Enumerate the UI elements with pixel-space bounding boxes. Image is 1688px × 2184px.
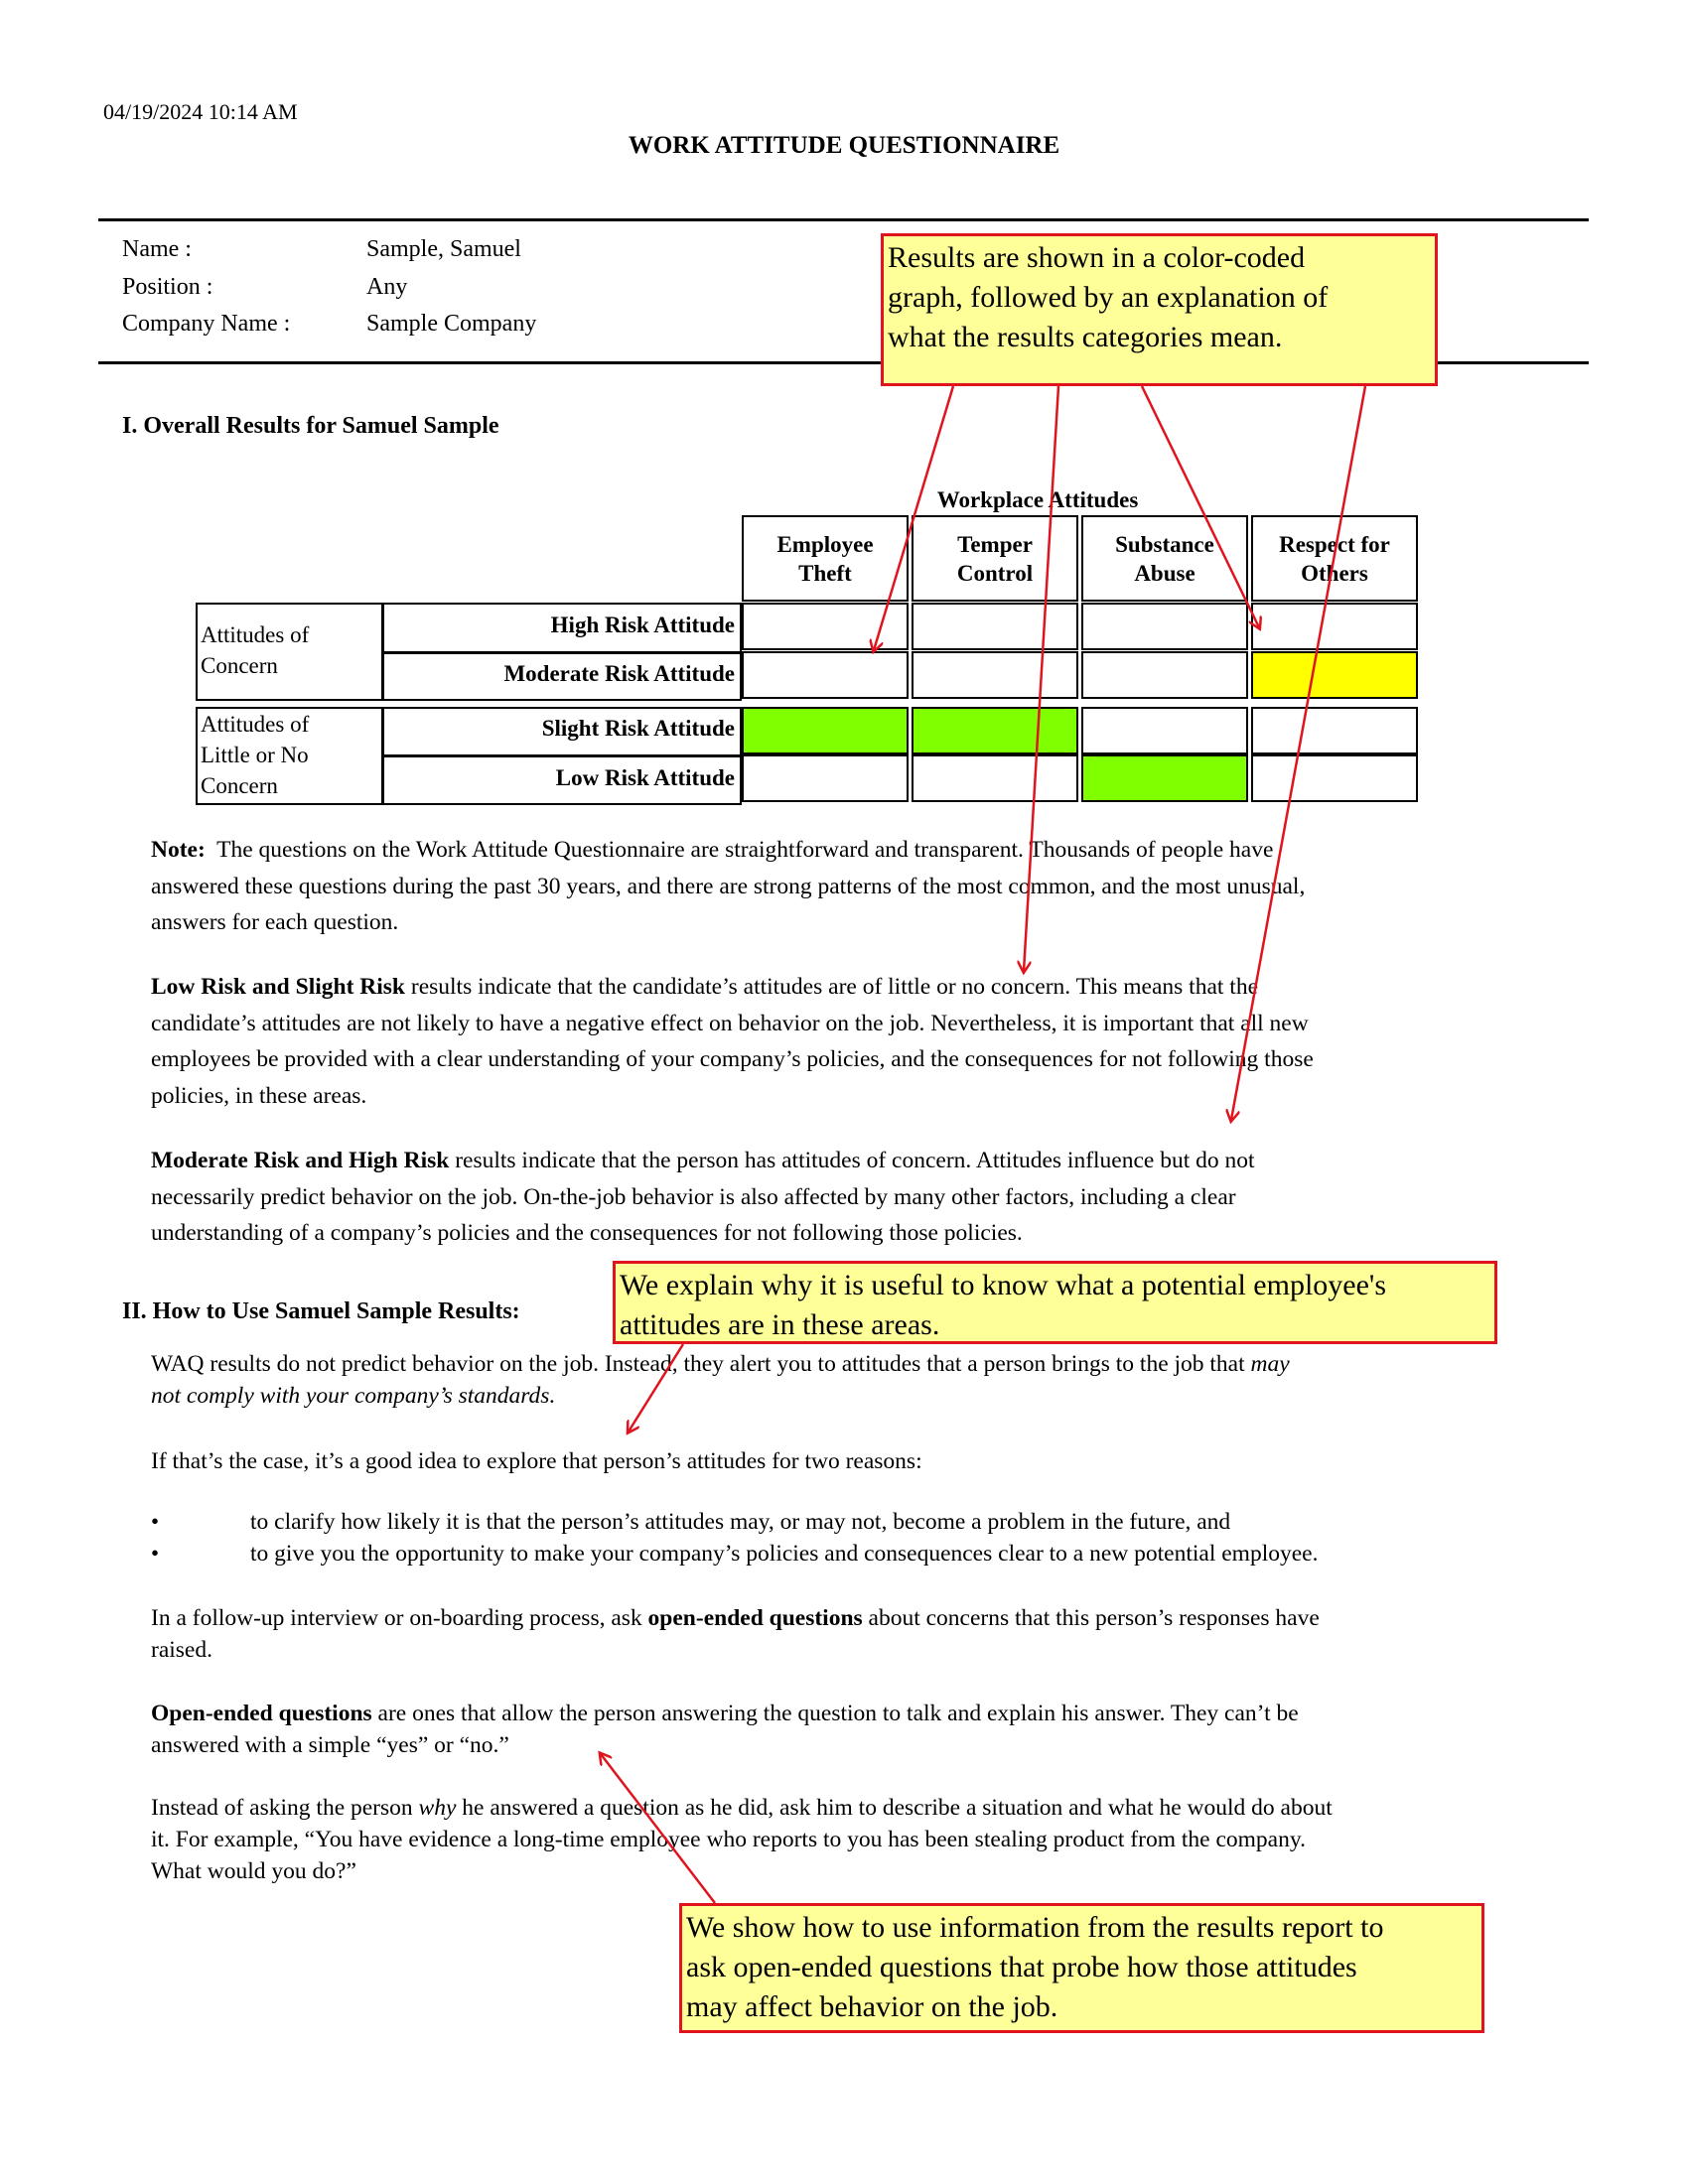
para-line: necessarily predict behavior on the job. On-the-job behavior is also affected by many other factors, including a clear	[151, 1183, 1236, 1210]
attitude-header-line: Others	[1301, 560, 1368, 586]
note-label: Note:	[151, 837, 206, 863]
para-italic: may	[1250, 1351, 1290, 1377]
level-label-moderate: Moderate Risk Attitude	[503, 661, 735, 686]
arrow-to-waq	[629, 1344, 683, 1432]
para-line: about concerns that this person’s responses have	[862, 1605, 1320, 1631]
company-label: Company Name :	[122, 311, 291, 337]
attitude-header-line: Temper	[957, 531, 1033, 557]
group-label-line: Concern	[201, 773, 278, 798]
para-line: raised.	[151, 1637, 212, 1663]
group-label-line: Concern	[201, 653, 278, 678]
name-label: Name :	[122, 236, 192, 262]
para-line: WAQ results do not predict behavior on the job. Instead, they alert you to attitudes that a person brings to the job that	[151, 1351, 1251, 1377]
para-line: policies, in these areas.	[151, 1082, 367, 1109]
level-label-high: High Risk Attitude	[550, 613, 735, 637]
attitude-header-line: Control	[956, 560, 1034, 586]
if-case-paragraph: If that’s the case, it’s a good idea to explore that person’s attitudes for two reasons:	[151, 1448, 922, 1474]
para-line: What would you do?”	[151, 1858, 356, 1884]
note-line: The questions on the Work Attitude Questionnaire are straightforward and transparent. Thousands of people have	[216, 837, 1274, 863]
bullet-mark: •	[151, 1509, 160, 1534]
para-line: answered with a simple “yes” or “no.”	[151, 1732, 509, 1758]
arrow-to-open-ended	[601, 1754, 715, 1903]
group-label-line: Little or No	[201, 743, 309, 767]
level-label-low: Low Risk Attitude	[555, 765, 735, 790]
callout-line: We show how to use information from the results report to	[686, 1911, 1384, 1944]
callout-line: graph, followed by an explanation of	[888, 281, 1329, 314]
section-2-heading: II. How to Use Samuel Sample Results:	[122, 1298, 520, 1324]
arrow-to-moderate-high	[1231, 386, 1365, 1120]
timestamp: 04/19/2024 10:14 AM	[103, 99, 298, 124]
para-italic: why	[418, 1795, 457, 1821]
callout-line: We explain why it is useful to know what a potential employee's	[620, 1269, 1386, 1301]
group-label-line: Attitudes of	[201, 622, 310, 647]
position-value: Any	[366, 274, 408, 300]
callout-line: what the results categories mean.	[888, 321, 1283, 353]
para-line: employees be provided with a clear understanding of your company’s policies, and the consequences for not following those	[151, 1046, 1314, 1072]
callout-line: attitudes are in these areas.	[620, 1308, 940, 1341]
para-italic: not comply with your company’s standards.	[151, 1383, 556, 1409]
group-label-line: Attitudes of	[201, 712, 310, 737]
moderate-high-bold: Moderate Risk and High Risk	[151, 1148, 450, 1173]
bullet-item-2: to give you the opportunity to make your company’s policies and consequences clear to a new potential employee.	[250, 1541, 1319, 1567]
attitude-header-line: Theft	[798, 560, 852, 586]
callout-line: ask open-ended questions that probe how those attitudes	[686, 1951, 1357, 1983]
note-line: answers for each question.	[151, 909, 399, 935]
attitude-header-line: Respect for	[1279, 531, 1390, 557]
para-line: he answered a question as he did, ask him to describe a situation and what he would do about	[456, 1795, 1333, 1821]
low-slight-bold: Low Risk and Slight Risk	[151, 974, 405, 1000]
page-title: WORK ATTITUDE QUESTIONNAIRE	[628, 132, 1060, 159]
callout-line: may affect behavior on the job.	[686, 1990, 1058, 2023]
para-line: In a follow-up interview or on-boarding process, ask	[151, 1605, 648, 1631]
para-line: Instead of asking the person	[151, 1795, 419, 1821]
para-bold: open-ended questions	[647, 1605, 863, 1631]
name-value: Sample, Samuel	[366, 236, 521, 262]
section-1-heading: I. Overall Results for Samuel Sample	[122, 413, 499, 439]
para-line: candidate’s attitudes are not likely to have a negative effect on behavior on the job. Nevertheless, it is important that all new	[151, 1010, 1309, 1036]
para-line: results indicate that the person has attitudes of concern. Attitudes influence but do not	[449, 1148, 1255, 1173]
arrow-to-low-slight	[1024, 386, 1058, 971]
attitude-header-line: Substance	[1115, 531, 1214, 557]
arrow-to-employee-theft	[874, 386, 953, 650]
para-line: results indicate that the candidate’s attitudes are of little or no concern. This means that the	[405, 974, 1259, 1000]
grid-table-title: Workplace Attitudes	[936, 487, 1139, 512]
position-label: Position :	[122, 274, 213, 300]
callout-line: Results are shown in a color-coded	[888, 241, 1306, 274]
note-line: answered these questions during the past 30 years, and there are strong patterns of the most common, and the most unusual,	[151, 873, 1306, 899]
bullet-mark: •	[151, 1541, 160, 1566]
bullet-item-1: to clarify how likely it is that the person’s attitudes may, or may not, become a problem in the future, and	[250, 1509, 1231, 1535]
attitude-header-line: Employee	[776, 531, 874, 557]
para-line: are ones that allow the person answering the question to talk and explain his answer. They can’t be	[371, 1701, 1299, 1726]
level-label-slight: Slight Risk Attitude	[541, 716, 735, 741]
para-line: understanding of a company’s policies and the consequences for not following those policies.	[151, 1220, 1023, 1246]
para-line: it. For example, “You have evidence a long-time employee who reports to you has been stealing product from the company.	[151, 1827, 1306, 1852]
attitude-header-line: Abuse	[1134, 560, 1196, 586]
para-bold: Open-ended questions	[151, 1701, 372, 1726]
arrow-to-respect-others	[1142, 386, 1259, 627]
company-value: Sample Company	[366, 311, 537, 337]
